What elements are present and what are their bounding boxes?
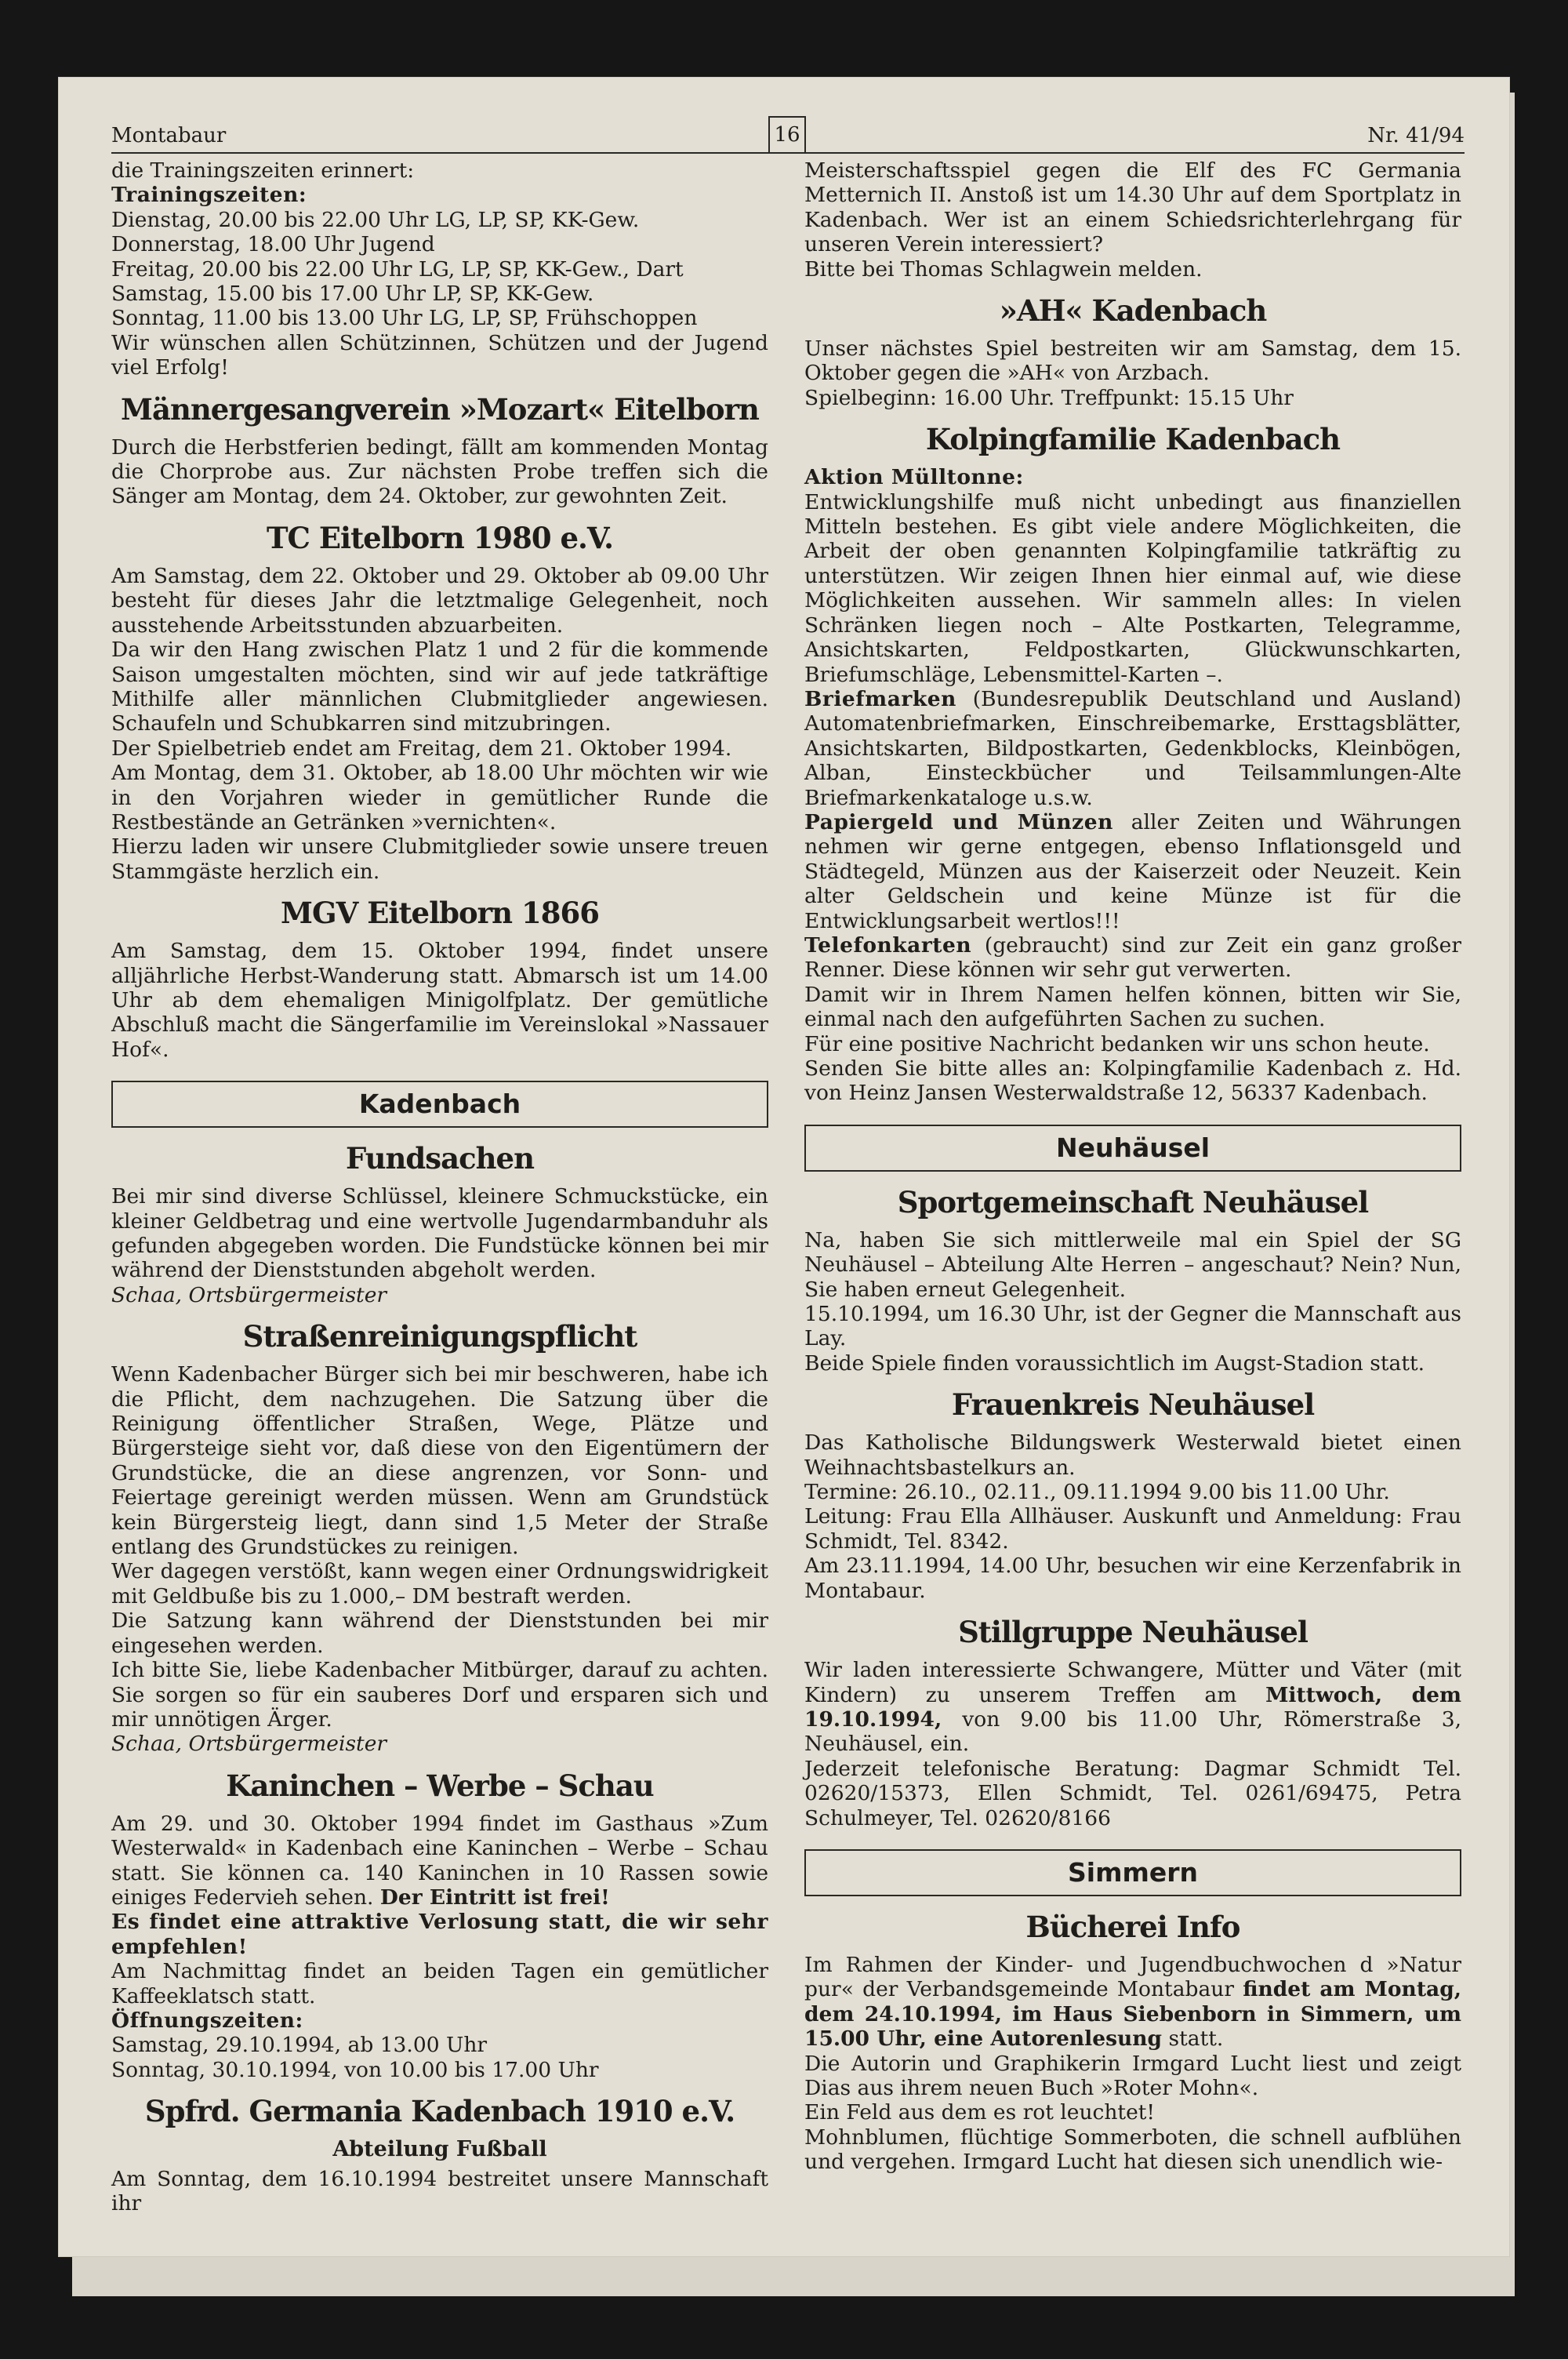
kolping-text: Für eine positive Nachricht bedanken wir uns schon heute.: [804, 1031, 1430, 1056]
still-title: Stillgruppe Neuhäusel: [958, 1615, 1308, 1650]
frauen-text: Leitung: Frau Ella Allhäuser. Auskunft und Anmeldung: Frau Schmidt, Tel. 8342.: [804, 1504, 1461, 1554]
briefmarken-body: (Bundesrepublik Deutschland und Ausland) Automatenbriefmarken, Einschreibemarke, Ersttagsblätter, Ansichtskarten, Bildpostkarten, Gedenkblocks, Kleinbögen, Alban, Einsteckbücher und Teilsammlungen-Alte Briefmarkenkataloge u.s.w.: [804, 686, 1461, 810]
page-number: 16: [768, 116, 806, 154]
sg-title: Sportgemeinschaft Neuhäusel: [897, 1184, 1369, 1219]
still-text-c: von 9.00 bis 11.00 Uhr, Römerstraße 3, Neuhäusel, ein.: [804, 1707, 1461, 1757]
tc-text: Der Spielbetrieb endet am Freitag, dem 21. Oktober 1994.: [111, 736, 732, 761]
fund-title: Fundsachen: [346, 1141, 534, 1176]
telefon-label: Telefonkarten: [804, 932, 972, 958]
issue-number: Nr. 41/94: [1367, 124, 1465, 147]
germania-contact: Bitte bei Thomas Schlagwein melden.: [804, 256, 1203, 282]
page-header: [111, 114, 1465, 154]
ah-text: Unser nächstes Spiel bestreiten wir am Samstag, dem 15. Oktober gegen die »AH« von Arzbach.: [804, 336, 1461, 386]
buch-text: [804, 1953, 1461, 2052]
training-intro: die Trainingszeiten erinnert:: [111, 158, 415, 183]
mgv-text: Am Samstag, dem 15. Oktober 1994, findet unsere alljährliche Herbst-Wanderung statt. Abmarsch ist um 14.00 Uhr ab dem ehemaligen Minigolfplatz. Der gemütliche Abschluß macht die Sängerfamilie im Vereinslokal »Nassauer Hof«.: [111, 939, 768, 1062]
kaninchen-raffle: Es findet eine attraktive Verlosung statt, die wir sehr empfehlen!: [111, 1910, 768, 1959]
frauen-text: Termine: 26.10., 02.11., 09.11.1994 9.00 bis 11.00 Uhr.: [804, 1480, 1390, 1505]
frauen-text: Am 23.11.1994, 14.00 Uhr, besuchen wir eine Kerzenfabrik in Montabaur.: [804, 1554, 1461, 1603]
germania-continued: Meisterschaftsspiel gegen die Elf des FC Germania Metternich II. Anstoß ist um 14.30 Uhr auf dem Sportplatz in Kadenbach. Wer ist an einem Schiedsrichterlehrgang für unseren Verein interessiert?: [804, 158, 1461, 257]
section-bar-simmern: Simmern: [804, 1849, 1461, 1896]
still-text: [804, 1658, 1461, 1757]
right-column: [804, 158, 1461, 2175]
tc-title: TC Eitelborn 1980 e.V.: [266, 520, 614, 555]
buch-text-a: Im Rahmen der Kinder- und Jugendbuchwochen d »Natur pur« der Verbandsgemeinde Montabaur: [804, 1952, 1461, 2002]
tc-text: Am Montag, dem 31. Oktober, ab 18.00 Uhr möchten wir wie in den Vorjahren wieder in gemütlicher Runde die Restbestände an Getränken »vernichten«.: [111, 761, 768, 834]
kolping-text: Damit wir in Ihrem Namen helfen können, bitten wir Sie, einmal nach den aufgeführten Sachen zu suchen.: [804, 982, 1461, 1032]
kolping-label: Aktion Mülltonne:: [804, 465, 1024, 490]
kaninchen-text: [111, 1812, 768, 1910]
sg-text: Beide Spiele finden voraussichtlich im Augst-Stadion statt.: [804, 1350, 1425, 1376]
strassen-title: Straßenreinigungspflicht: [242, 1319, 637, 1354]
section-bar-neuhaeusel: Neuhäusel: [804, 1125, 1461, 1172]
mgv-title: MGV Eitelborn 1866: [281, 896, 599, 931]
telefon-body: (gebraucht) sind zur Zeit ein ganz großer Renner. Diese können wir sehr gut verwerten.: [804, 932, 1461, 983]
still-text-a: Wir laden interessierte Schwangere, Mütter und Väter (mit Kindern) zu unserem Treffen am: [804, 1658, 1461, 1707]
header-place: Montabaur: [111, 124, 227, 147]
kaninchen-free-entry: Der Eintritt ist frei!: [379, 1885, 610, 1910]
tc-text: Hierzu laden wir unsere Clubmitglieder sowie unsere treuen Stammgäste herzlich ein.: [111, 834, 768, 884]
training-line: Dienstag, 20.00 bis 22.00 Uhr LG, LP, SP, KK-Gew.: [111, 207, 640, 232]
training-line: Donnerstag, 18.00 Uhr Jugend: [111, 232, 435, 257]
ah-time: Spielbeginn: 16.00 Uhr. Treffpunkt: 15.15 Uhr: [804, 385, 1294, 410]
training-label: Trainingszeiten:: [111, 183, 307, 208]
fund-text: Bei mir sind diverse Schlüssel, kleinere Schmuckstücke, ein kleiner Geldbetrag und eine wertvolle Jugendarmbanduhr als gefunden abgegeben worden. Die Fundstücke können bei mir während der Dienststunden abgeholt werden.: [111, 1184, 768, 1283]
section-bar-kadenbach: Kadenbach: [111, 1081, 768, 1128]
strassen-text: Wenn Kadenbacher Bürger sich bei mir beschweren, habe ich die Pflicht, dem nachzugehen. Die Satzung über die Reinigung öffentlicher Straßen, Wege, Plätze und Bürgersteige sieht vor, daß diese von den Eigentümern der Grundstücke, die an diese angrenzen, vor Sonn- und Feiertage gereinigt werden müssen. Wenn am Grundstück kein Bürgersteig liegt, dann sind 1,5 Meter der Straße entlang des Grundstückes zu reinigen.: [111, 1362, 768, 1560]
telefon-text: [804, 933, 1461, 983]
kaninchen-title: Kaninchen – Werbe – Schau: [226, 1768, 654, 1803]
training-line: Sonntag, 11.00 bis 13.00 Uhr LG, LP, SP, Frühschoppen: [111, 306, 698, 331]
germania-text: Am Sonntag, dem 16.10.1994 bestreitet unsere Mannschaft ihr: [111, 2166, 768, 2215]
oeffnung-line: Samstag, 29.10.1994, ab 13.00 Uhr: [111, 2033, 488, 2058]
left-column: [111, 158, 768, 2220]
kaninchen-coffee: Am Nachmittag findet an beiden Tagen ein gemütlicher Kaffeeklatsch statt.: [111, 1959, 768, 2008]
tc-text: Da wir den Hang zwischen Platz 1 und 2 für die kommende Saison umgestalten möchten, sind wir auf jede tatkräftige Mithilfe aller männlichen Clubmitglieder angewiesen. Schaufeln und Schubkarren sind mitzubringen.: [111, 638, 768, 736]
briefmarken-label: Briefmarken: [804, 686, 956, 711]
kaninchen-text-main: Am 29. und 30. Oktober 1994 findet im Gasthaus »Zum Westerwald« in Kadenbach eine Kaninchen – Werbe – Schau statt. Sie können ca. 140 Kaninchen in 10 Rassen sowie einiges Federvieh sehen.: [111, 1811, 768, 1910]
buch-event: findet am Montag, dem 24.10.1994, im Haus Siebenborn in Simmern, um 15.00 Uhr, eine Autorenlesung: [804, 1977, 1461, 2052]
strassen-text: Wer dagegen verstößt, kann wegen einer Ordnungswidrigkeit mit Geldbuße bis zu 1.000,– DM bestraft werden.: [111, 1559, 768, 1608]
mozart-title: Männergesangverein »Mozart« Eitelborn: [121, 391, 759, 427]
still-contact: Jederzeit telefonische Beratung: Dagmar Schmidt Tel. 02620/15373, Ellen Schmidt, Tel. 0261/69475, Petra Schulmeyer, Tel. 02620/8166: [804, 1756, 1461, 1830]
papiergeld-label: Papiergeld und Münzen: [804, 809, 1113, 834]
frauen-title: Frauenkreis Neuhäusel: [951, 1387, 1315, 1423]
fund-signature: Schaa, Ortsbürgermeister: [111, 1282, 387, 1307]
kolping-title: Kolpingfamilie Kadenbach: [925, 422, 1341, 457]
strassen-text: Die Satzung kann während der Dienststunden bei mir eingesehen werden.: [111, 1608, 768, 1658]
kolping-address: Senden Sie bitte alles an: Kolpingfamilie Kadenbach z. Hd. von Heinz Jansen Westerwaldstraße 12, 56337 Kadenbach.: [804, 1056, 1461, 1106]
buch-text-c: statt.: [1162, 2026, 1224, 2052]
germania-subtitle: Abteilung Fußball: [332, 2137, 547, 2162]
ah-title: »AH« Kadenbach: [999, 293, 1267, 329]
training-line: Samstag, 15.00 bis 17.00 Uhr LP, SP, KK-Gew.: [111, 282, 594, 307]
germania-title: Spfrd. Germania Kadenbach 1910 e.V.: [144, 2094, 735, 2129]
buch-text: Mohnblumen, flüchtige Sommerboten, die schnell aufblühen und vergehen. Irmgard Lucht hat diesen sich unendlich wie-: [804, 2125, 1461, 2175]
sg-text: 15.10.1994, um 16.30 Uhr, ist der Gegner die Mannschaft aus Lay.: [804, 1302, 1461, 1351]
oeffnung-line: Sonntag, 30.10.1994, von 10.00 bis 17.00 Uhr: [111, 2057, 599, 2082]
buch-text: Die Autorin und Graphikerin Irmgard Lucht liest und zeigt Dias aus ihrem neuen Buch »Roter Mohn«.: [804, 2051, 1461, 2100]
oeffnung-label: Öffnungszeiten:: [111, 2008, 303, 2033]
training-closing: Wir wünschen allen Schützinnen, Schützen und der Jugend viel Erfolg!: [111, 330, 768, 380]
tc-text: Am Samstag, dem 22. Oktober und 29. Oktober ab 09.00 Uhr besteht für dieses Jahr die letztmalige Gelegenheit, noch ausstehende Arbeitsstunden abzuarbeiten.: [111, 563, 768, 638]
frauen-text: Das Katholische Bildungswerk Westerwald bietet einen Weihnachtsbastelkurs an.: [804, 1430, 1461, 1480]
kolping-text: Entwicklungshilfe muß nicht unbedingt aus finanziellen Mitteln bestehen. Es gibt viele andere Möglichkeiten, die Arbeit der oben genannten Kolpingfamilie tatkräftig zu unterstützen. Wir zeigen Ihnen hier einmal auf, wie diese Möglichkeiten aussehen. Wir sammeln alles: In vielen Schränken liegen noch – Alte Postkarten, Telegramme, Ansichtskarten, Feldpostkarten, Glückwunschkarten, Briefumschläge, Lebensmittel-Karten –.: [804, 489, 1461, 687]
still-date: Mittwoch, dem 19.10.1994,: [804, 1682, 1461, 1732]
training-line: Freitag, 20.00 bis 22.00 Uhr LG, LP, SP, KK-Gew., Dart: [111, 256, 684, 282]
sg-text: Na, haben Sie sich mittlerweile mal ein Spiel der SG Neuhäusel – Abteilung Alte Herren – angeschaut? Nein? Nun, Sie haben erneut Gelegenheit.: [804, 1227, 1461, 1302]
strassen-signature: Schaa, Ortsbürgermeister: [111, 1732, 387, 1757]
papiergeld-text: [804, 810, 1461, 933]
papiergeld-body: aller Zeiten und Währungen nehmen wir gerne entgegen, ebenso Inflationsgeld und Städtegeld, Münzen aus der Kaiserzeit oder Neuzeit. Kein alter Geldschein und keine Münze ist für die Entwicklungsarbeit wertlos!!!: [804, 809, 1461, 933]
briefmarken-text: [804, 687, 1461, 810]
buch-text: Ein Feld aus dem es rot leuchtet!: [804, 2100, 1156, 2125]
strassen-text: Ich bitte Sie, liebe Kadenbacher Mitbürger, darauf zu achten. Sie sorgen so für ein sauberes Dorf und ersparen sich und mir unnötigen Ärger.: [111, 1658, 768, 1732]
buch-title: Bücherei Info: [1025, 1909, 1240, 1944]
mozart-text: Durch die Herbstferien bedingt, fällt am kommenden Montag die Chorprobe aus. Zur nächsten Probe treffen sich die Sänger am Montag, dem 24. Oktober, zur gewohnten Zeit.: [111, 434, 768, 509]
